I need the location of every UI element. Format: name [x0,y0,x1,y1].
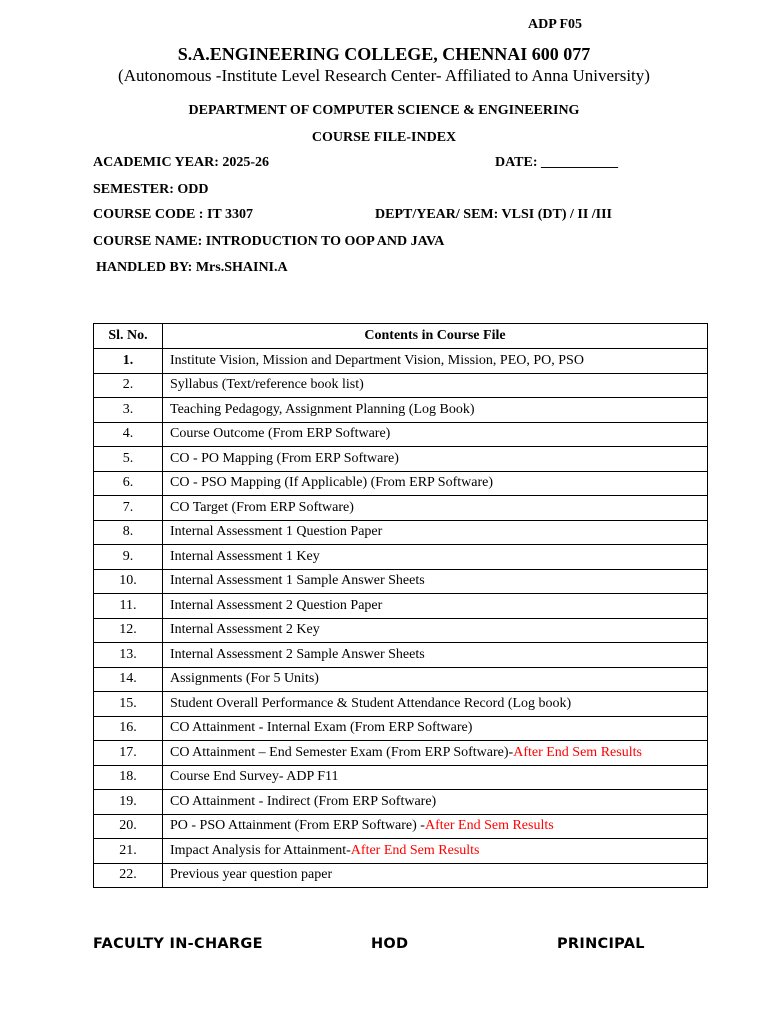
course-file-index-table [93,323,708,888]
row-content [163,594,708,619]
col-header-slno: Sl. No. [94,324,163,349]
table-row [94,422,708,447]
principal-signature: PRINCIPAL [557,936,645,952]
row-content-text: Impact Analysis for Attainment- [170,842,351,858]
table-row [94,643,708,668]
row-content [163,814,708,839]
row-content [163,863,708,888]
semester: SEMESTER: ODD [93,182,209,197]
row-content-text: Internal Assessment 2 Key [170,622,320,638]
row-content-text: CO Attainment – End Semester Exam (From ERP Software)- [170,744,514,760]
table-header-row [94,324,708,349]
form-code: ADP F05 [528,17,583,32]
col-header-contents: Contents in Course File [163,324,708,349]
row-number: 5. [94,447,163,472]
table-row [94,447,708,472]
row-content [163,398,708,423]
row-content [163,349,708,374]
row-number: 2. [94,373,163,398]
row-content-text: Internal Assessment 2 Sample Answer Sheets [170,646,425,662]
table-row [94,520,708,545]
table-row [94,545,708,570]
handled-by: HANDLED BY: Mrs.SHAINI.A [96,260,288,275]
row-content [163,618,708,643]
row-number: 20. [94,814,163,839]
row-content-text: Course Outcome (From ERP Software) [170,426,391,442]
row-content [163,716,708,741]
row-content [163,569,708,594]
row-content [163,422,708,447]
row-content [163,839,708,864]
row-content [163,667,708,692]
course-code: COURSE CODE : IT 3307 [93,207,253,222]
row-number: 12. [94,618,163,643]
table-row [94,765,708,790]
row-number: 13. [94,643,163,668]
table-row [94,863,708,888]
row-number: 19. [94,790,163,815]
row-number: 9. [94,545,163,570]
academic-year: ACADEMIC YEAR: 2025-26 [93,155,270,170]
row-number: 21. [94,839,163,864]
row-content [163,471,708,496]
document-title: COURSE FILE-INDEX [311,130,457,145]
row-number: 3. [94,398,163,423]
row-number: 14. [94,667,163,692]
row-content [163,545,708,570]
department-title: DEPARTMENT OF COMPUTER SCIENCE & ENGINEERING [188,103,580,118]
row-content-text: PO - PSO Attainment (From ERP Software) - [170,818,425,834]
row-content [163,765,708,790]
row-content [163,496,708,521]
row-content [163,741,708,766]
row-number: 22. [94,863,163,888]
row-content [163,692,708,717]
hod-signature: HOD [371,936,409,952]
table-row [94,692,708,717]
table-row [94,790,708,815]
row-content-text: CO Attainment - Internal Exam (From ERP Software) [170,720,473,736]
table-row [94,839,708,864]
row-content-text: CO Attainment - Indirect (From ERP Software) [170,793,437,809]
row-number: 1. [94,349,163,374]
table-row [94,594,708,619]
table-row [94,471,708,496]
table-row [94,814,708,839]
table-row [94,569,708,594]
row-content [163,790,708,815]
row-content-text: Assignments (For 5 Units) [170,671,319,687]
college-name: S.A.ENGINEERING COLLEGE, CHENNAI 600 077 [177,44,591,64]
dept-year-sem: DEPT/YEAR/ SEM: VLSI (DT) / II /III [375,207,613,222]
row-number: 7. [94,496,163,521]
row-content-text: Previous year question paper [170,867,333,883]
row-number: 16. [94,716,163,741]
row-content-text: Teaching Pedagogy, Assignment Planning (Log Book) [170,401,475,417]
row-content-text: Institute Vision, Mission and Department Vision, Mission, PEO, PO, PSO [170,352,584,368]
row-number: 4. [94,422,163,447]
row-content-text: CO - PO Mapping (From ERP Software) [170,450,399,466]
row-content-text: Course End Survey- ADP F11 [170,769,339,785]
row-number: 17. [94,741,163,766]
course-name: COURSE NAME: INTRODUCTION TO OOP AND JAVA [93,234,445,249]
row-content-text: CO - PSO Mapping (If Applicable) (From ERP Software) [170,475,493,491]
faculty-in-charge-signature: FACULTY IN-CHARGE [93,936,263,952]
row-number: 18. [94,765,163,790]
row-content-note: After End Sem Results [513,744,642,760]
row-number: 8. [94,520,163,545]
row-content-text: Internal Assessment 1 Question Paper [170,524,383,540]
row-content-note: After End Sem Results [350,842,480,858]
row-number: 6. [94,471,163,496]
row-number: 15. [94,692,163,717]
row-number: 10. [94,569,163,594]
row-number: 11. [94,594,163,619]
table-row [94,398,708,423]
row-content-text: Syllabus (Text/reference book list) [170,377,364,393]
row-content-text: CO Target (From ERP Software) [170,499,354,515]
table-row [94,741,708,766]
row-content [163,373,708,398]
date-field: DATE: ___________ [495,155,619,170]
row-content-text: Internal Assessment 2 Question Paper [170,597,383,613]
table-row [94,349,708,374]
row-content-note: After End Sem Results [424,818,554,834]
row-content [163,520,708,545]
table-row [94,618,708,643]
row-content-text: Student Overall Performance & Student Attendance Record (Log book) [170,695,572,711]
table-row [94,496,708,521]
table-row [94,667,708,692]
row-content-text: Internal Assessment 1 Sample Answer Sheets [170,573,425,589]
row-content [163,643,708,668]
row-content-text: Internal Assessment 1 Key [170,548,320,564]
row-content [163,447,708,472]
college-subtitle: (Autonomous -Institute Level Research Center- Affiliated to Anna University) [118,66,650,85]
table-row [94,373,708,398]
table-row [94,716,708,741]
